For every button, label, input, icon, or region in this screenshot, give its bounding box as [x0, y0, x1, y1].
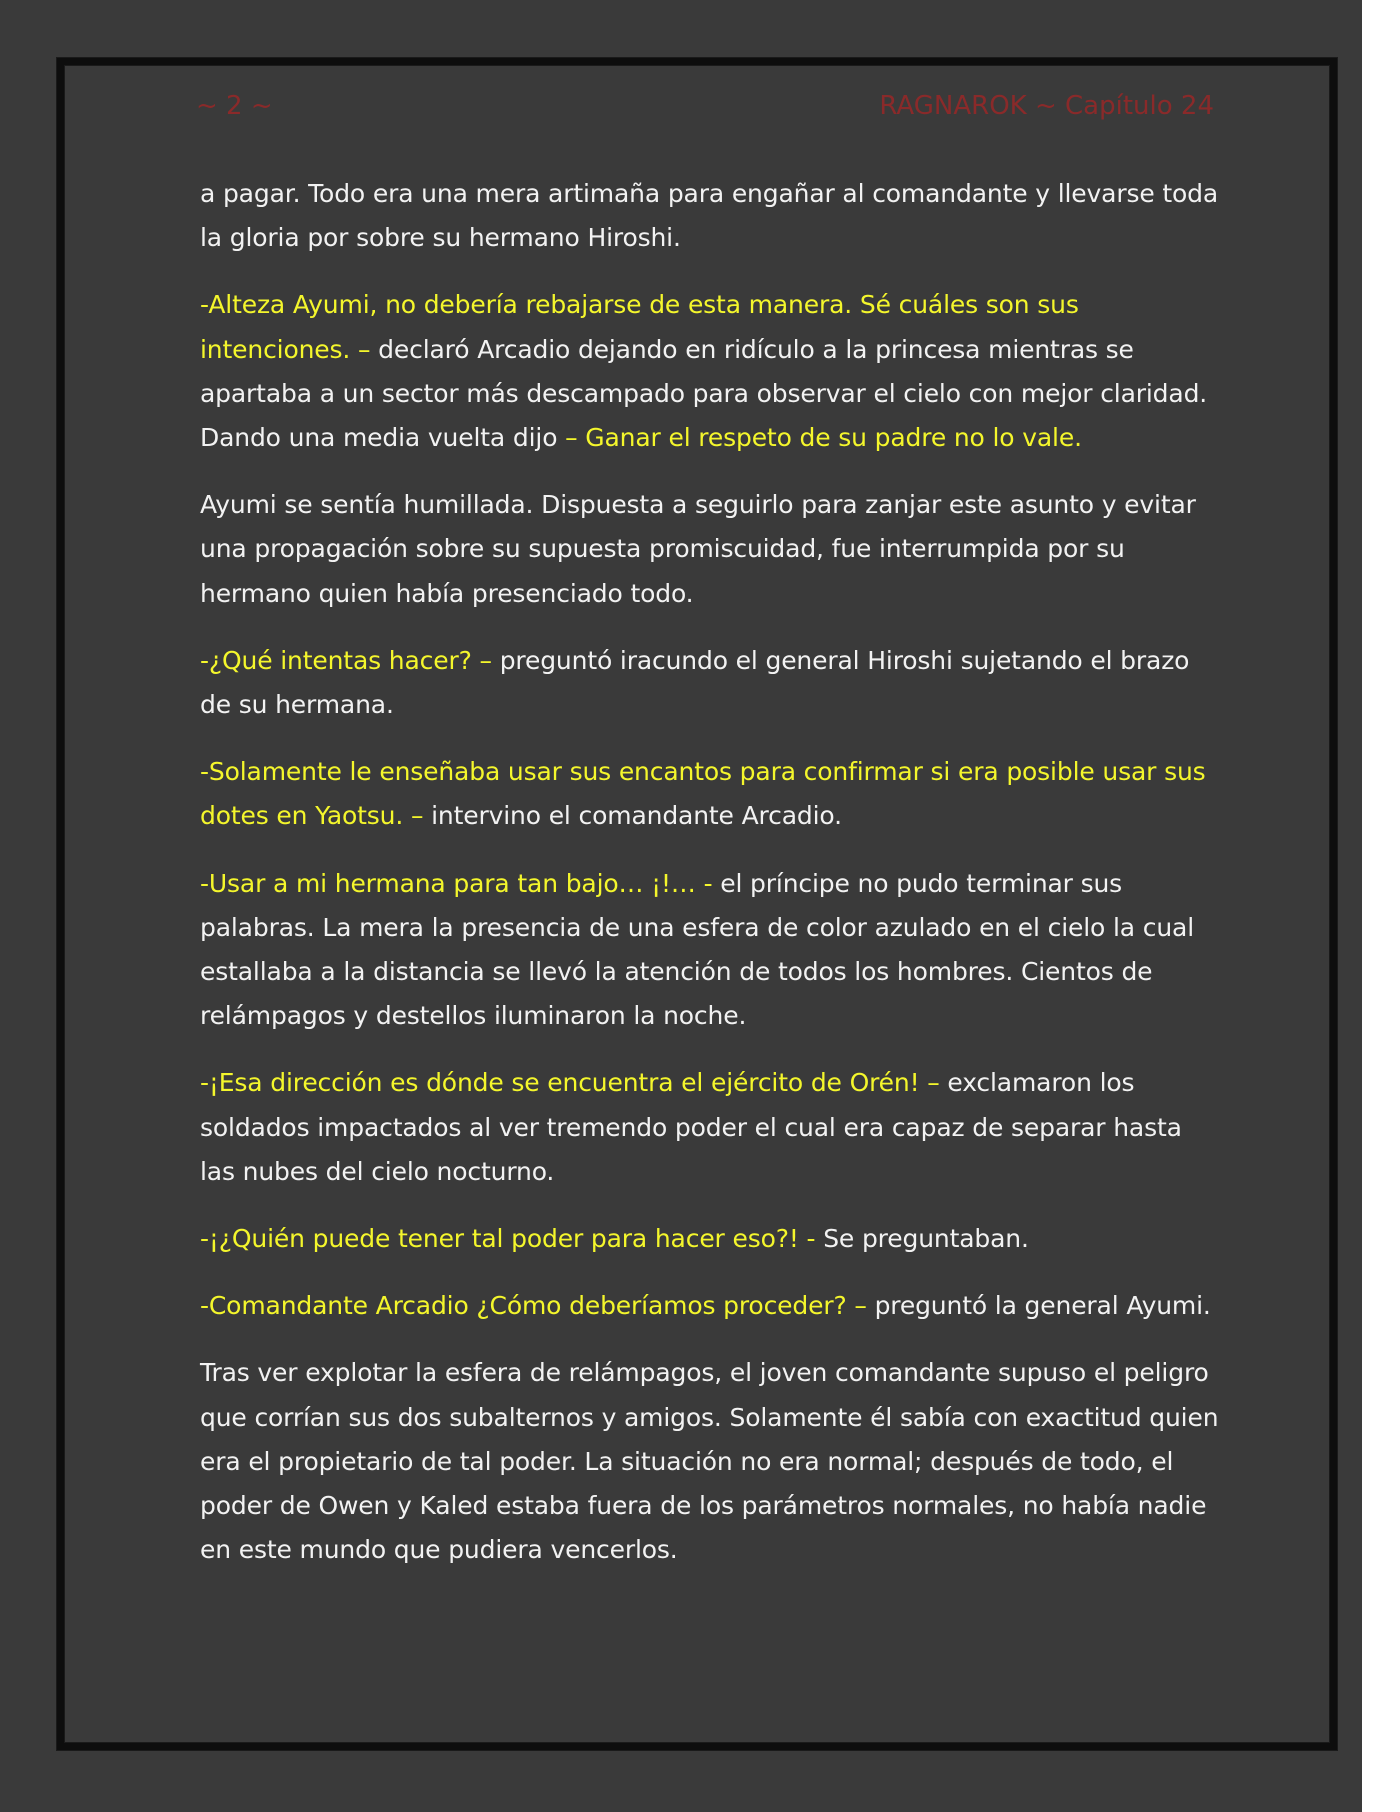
- paragraph: [200, 1217, 1220, 1261]
- narration: Se preguntaban.: [823, 1224, 1029, 1254]
- narration: preguntó la general Ayumi.: [874, 1291, 1211, 1321]
- narration: Tras ver explotar la esfera de relámpagos, el joven comandante supuso el peligro que corrían sus dos subalternos y amigos. Solamente él sabía con exactitud quien era el propietario de tal poder. La situación no era normal; después de todo, el poder de Owen y Kaled estaba fuera de los parámetros normales, no había nadie en este mundo que pudiera vencerlos.: [200, 1358, 1219, 1565]
- page-right-margin: [1362, 0, 1400, 1812]
- page-frame: [57, 58, 1337, 1750]
- paragraph: [200, 1061, 1220, 1194]
- dialogue: -Comandante Arcadio ¿Cómo deberíamos proceder? –: [200, 1291, 875, 1321]
- dialogue: – Ganar el respeto de su padre no lo vale.: [565, 423, 1082, 453]
- page-number: ~ 2 ~: [196, 91, 273, 121]
- dialogue: -¡Esa dirección es dónde se encuentra el ejército de Orén! –: [200, 1068, 948, 1098]
- page-header: [64, 91, 1330, 131]
- body-text: [200, 172, 1220, 1595]
- dialogue: -¡¿Quién puede tener tal poder para hacer eso?! -: [200, 1224, 824, 1254]
- running-title: RAGNAROK ~ Capítulo 24: [879, 91, 1214, 121]
- paragraph: [200, 172, 1220, 260]
- narration: a pagar. Todo era una mera artimaña para engañar al comandante y llevarse toda la gloria por sobre su hermano Hiroshi.: [200, 179, 1219, 253]
- narration: preguntó iracundo el general Hiroshi sujetando el brazo de su hermana.: [200, 645, 1190, 720]
- paragraph: [200, 1284, 1220, 1328]
- narration: declaró Arcadio dejando en ridículo a la princesa mientras se apartaba a un sector más descampado para observar el cielo con mejor claridad. Dando una media vuelta dijo: [200, 334, 1208, 453]
- narration: intervino el comandante Arcadio.: [431, 801, 842, 831]
- paragraph: [200, 862, 1220, 1039]
- dialogue: -¿Qué intentas hacer? –: [200, 645, 500, 675]
- narration: Ayumi se sentía humillada. Dispuesta a seguirlo para zanjar este asunto y evitar una propagación sobre su supuesta promiscuidad, fue interrumpida por su hermano quien había presenciado todo.: [200, 490, 1196, 608]
- dialogue: -Alteza Ayumi, no debería rebajarse de esta manera. Sé cuáles son sus intenciones. –: [200, 290, 1079, 364]
- paragraph: [200, 483, 1220, 616]
- paragraph: [200, 639, 1220, 727]
- dialogue: -Solamente le enseñaba usar sus encantos para confirmar si era posible usar sus dotes en Yaotsu. –: [200, 757, 1206, 831]
- paragraph: [200, 1351, 1220, 1572]
- paragraph: [200, 750, 1220, 838]
- paragraph: [200, 283, 1220, 460]
- narration: el príncipe no pudo terminar sus palabras. La mera la presencia de una esfera de color azulado en el cielo la cual estallaba a la distancia se llevó la atención de todos los hombres. Cientos de relámpagos y destellos iluminaron la noche.: [200, 868, 1194, 1031]
- dialogue: -Usar a mi hermana para tan bajo… ¡!… -: [200, 868, 721, 898]
- narration: exclamaron los soldados impactados al ver tremendo poder el cual era capaz de separar hasta las nubes del cielo nocturno.: [200, 1068, 1182, 1186]
